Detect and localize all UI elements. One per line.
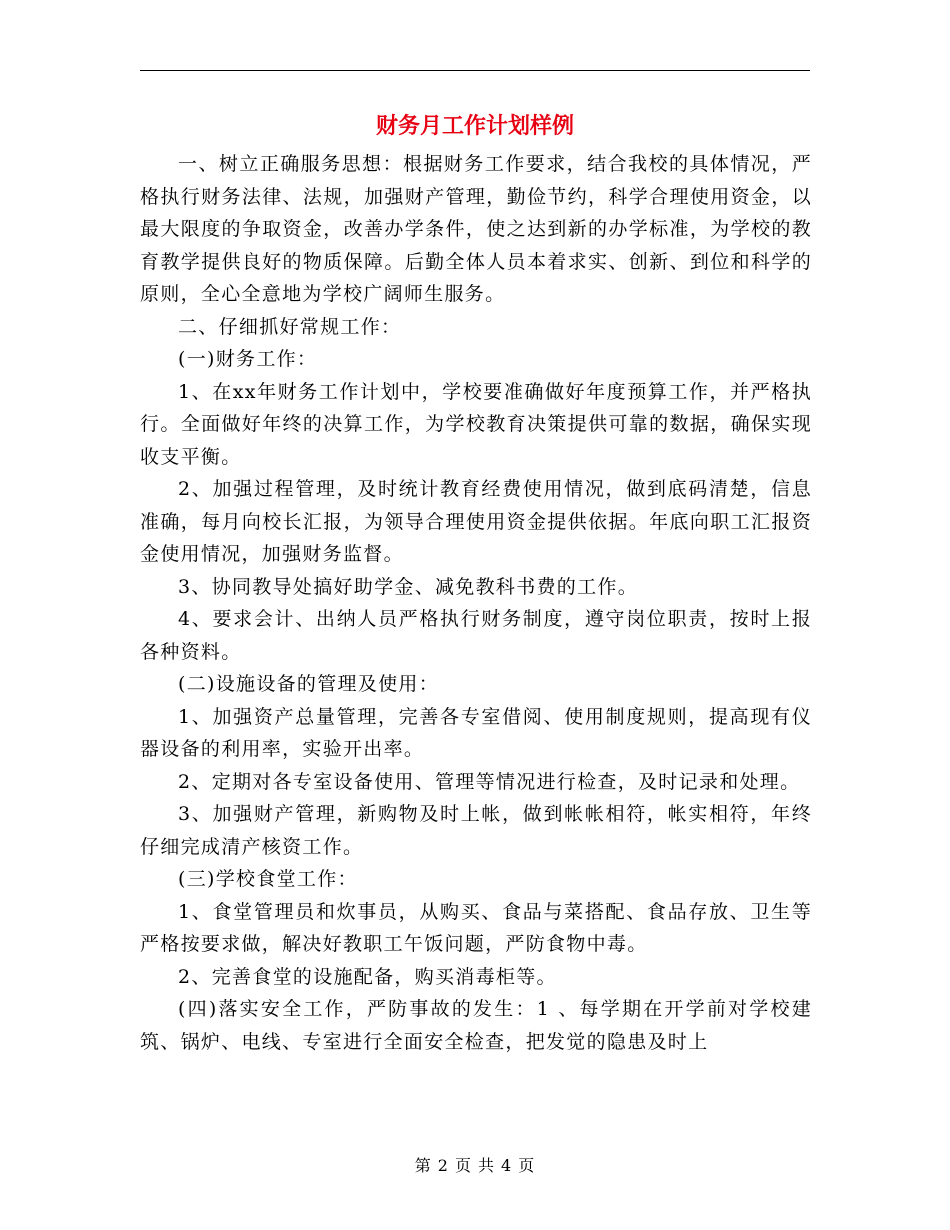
subsection-heading: (一)财务工作： bbox=[178, 348, 318, 370]
page-prefix: 第 bbox=[414, 1156, 432, 1175]
page-number-footer bbox=[0, 1154, 950, 1178]
page-suffix: 页 bbox=[518, 1156, 536, 1175]
paragraph: 3、协同教导处搞好助学金、减免教科书费的工作。 bbox=[178, 575, 638, 598]
document-body bbox=[140, 148, 812, 1058]
section-heading: 二、仔细抓好常规工作： bbox=[178, 315, 402, 338]
subsection-heading: (二)设施设备的管理及使用： bbox=[178, 673, 440, 695]
paragraph: 1、加强资产总量管理，完善各专室借阅、使用制度规则，提高现有仪器设备的利用率，实验开出率。 bbox=[140, 705, 812, 760]
paragraph: (四)落实安全工作，严防事故的发生：1 、每学期在开学前对学校建筑、锅炉、电线、专室进行全面安全检查，把发觉的隐患及时上 bbox=[140, 998, 812, 1053]
paragraph: 2、加强过程管理，及时统计教育经费使用情况，做到底码清楚，信息准确，每月向校长汇报，为领导合理使用资金提供依据。年底向职工汇报资金使用情况，加强财务监督。 bbox=[140, 478, 812, 565]
page-current: 2 bbox=[437, 1156, 449, 1175]
paragraph: 2、完善食堂的设施配备，购买消毒柜等。 bbox=[178, 965, 557, 988]
page-mid: 页 共 bbox=[454, 1156, 496, 1175]
paragraph: 3、加强财产管理，新购物及时上帐，做到帐帐相符，帐实相符，年终仔细完成清产核资工作。 bbox=[140, 803, 812, 858]
paragraph: 2、定期对各专室设备使用、管理等情况进行检查，及时记录和处理。 bbox=[178, 770, 801, 793]
page-total: 4 bbox=[501, 1156, 513, 1175]
paragraph: 1、在xx年财务工作计划中，学校要准确做好年度预算工作，并严格执行。全面做好年终的决算工作，为学校教育决策提供可靠的数据，确保实现收支平衡。 bbox=[140, 380, 812, 468]
paragraph: 4、要求会计、出纳人员严格执行财务制度，遵守岗位职责，按时上报各种资料。 bbox=[140, 608, 812, 663]
header-divider bbox=[140, 70, 810, 71]
subsection-heading: (三)学校食堂工作： bbox=[178, 868, 358, 890]
paragraph: 1、食堂管理员和炊事员，从购买、食品与菜搭配、食品存放、卫生等严格按要求做，解决好教职工午饭问题，严防食物中毒。 bbox=[140, 900, 812, 955]
document-title: 财务月工作计划样例 bbox=[375, 113, 574, 139]
paragraph: 一、树立正确服务思想：根据财务工作要求，结合我校的具体情况，严格执行财务法律、法规，加强财产管理，勤俭节约，科学合理使用资金，以最大限度的争取资金，改善办学条件，使之达到新的办学标准，为学校的教育教学提供良好的物质保障。后勤全体人员本着求实、创新、到位和科学的原则，全心全意地为学校广阔师生服务。 bbox=[140, 153, 812, 305]
